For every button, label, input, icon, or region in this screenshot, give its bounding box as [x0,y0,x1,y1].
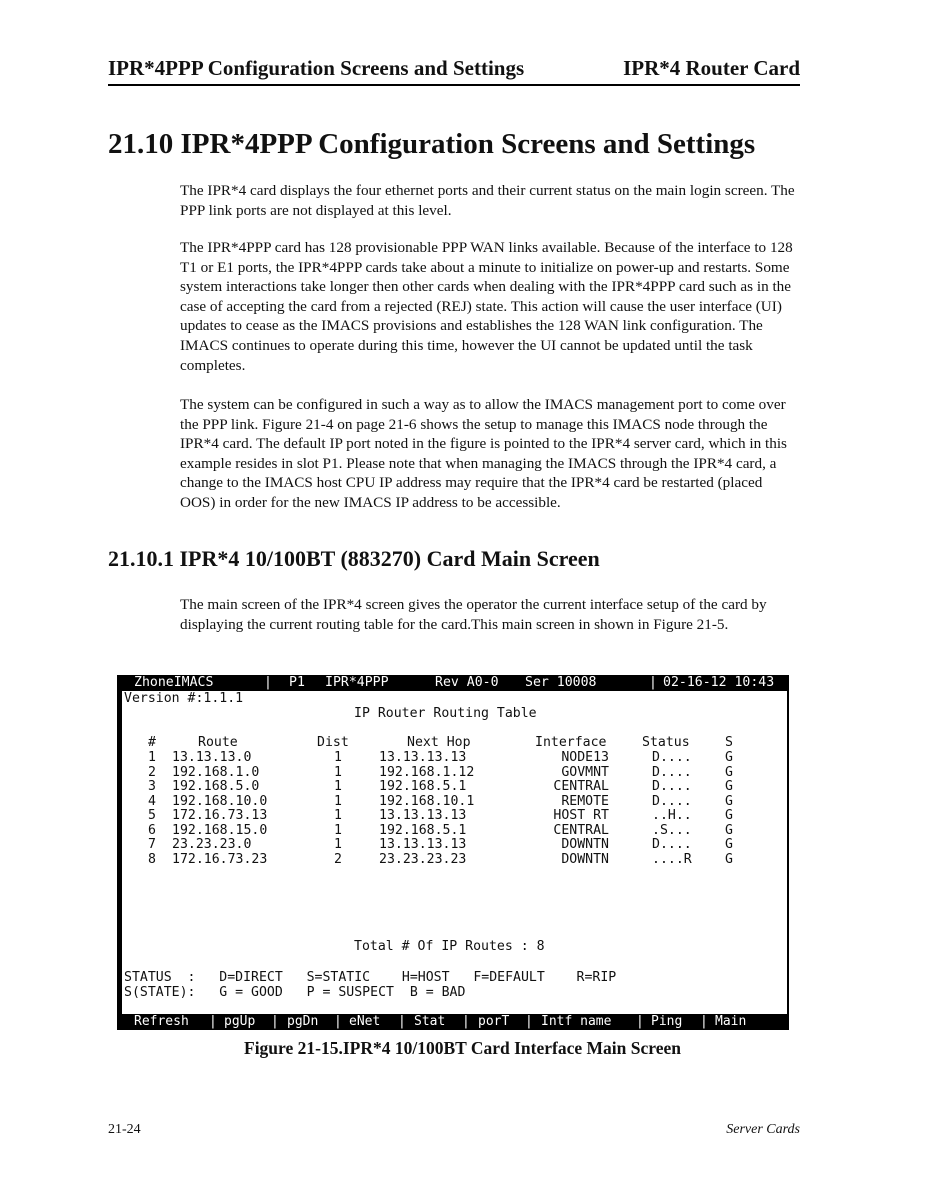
table-title: IP Router Routing Table [354,706,537,721]
route-status: D.... [652,779,692,794]
route-state: G [725,852,733,867]
paragraph-3: The system can be configured in such a way as to allow the IMACS management port to come over the PPP link. Figure 21-4 on page 21-6 shows the setup to manage this IMACS node through the IPR*4 card. The default IP port noted in the figure is pointed to the IPR*4 server card, which in this example resides in slot P1. Please note that when managing the IMACS through the IPR*4 card, a change to the IMACS host CPU IP address may require that the IPR*4 card be restarted (placed OOS) in order for the new IMACS IP address to be accessible. [180,396,787,511]
table-row [122,823,787,838]
route-interface: NODE13 [561,750,609,765]
route-state: G [725,765,733,780]
interface-name-command[interactable]: Intf name [541,1014,612,1029]
route-status: D.... [652,794,692,809]
page-down-command[interactable]: pgDn [287,1014,319,1029]
refresh-command[interactable]: Refresh [134,1014,189,1029]
titlebar-sep: | [264,675,272,690]
route-interface: HOST RT [553,808,609,823]
route-state: G [725,794,733,809]
route-dist: 1 [334,837,342,852]
route-state: G [725,837,733,852]
terminal-titlebar [122,675,787,691]
col-state: S [725,735,733,750]
route-dest: 192.168.5.0 [172,779,260,794]
table-row [122,779,787,794]
page-up-command[interactable]: pgUp [224,1014,256,1029]
total-routes: Total # Of IP Routes : 8 [354,939,545,954]
menu-separator: | [398,1014,406,1029]
route-dist: 1 [334,765,342,780]
subsection-title: 21.10.1 IPR*4 10/100BT (883270) Card Main Screen [108,546,600,571]
version-label: Version #:1.1.1 [124,691,244,706]
route-interface: REMOTE [561,794,609,809]
route-next-hop: 192.168.1.12 [379,765,475,780]
col-interface: Interface [535,735,607,750]
main-command[interactable]: Main [715,1014,747,1029]
route-num: 1 [148,750,156,765]
table-row [122,794,787,809]
route-interface: GOVMNT [561,765,609,780]
route-interface: DOWNTN [561,852,609,867]
route-next-hop: 192.168.10.1 [379,794,475,809]
route-state: G [725,823,733,838]
route-dest: 23.23.23.0 [172,837,252,852]
enet-command[interactable]: eNet [349,1014,381,1029]
ping-command[interactable]: Ping [651,1014,683,1029]
terminal-menubar [122,1014,787,1029]
route-interface: CENTRAL [553,779,609,794]
route-dist: 1 [334,750,342,765]
header-divider [108,84,800,86]
stat-command[interactable]: Stat [414,1014,446,1029]
route-dist: 2 [334,852,342,867]
paragraph-1: The IPR*4 card displays the four ethernet ports and their current status on the main login screen. The PPP link ports are not displayed at this level. [180,182,795,219]
paragraph-2: The IPR*4PPP card has 128 provisionable PPP WAN links available. Because of the interface to 128 T1 or E1 ports, the IPR*4PPP cards take about a minute to initialize on power-up and restarts. Some system interactions take longer then other cards when dealing with the IPR*4PPP card such as in the case of accepting the card from a rejected (REJ) state. This action will cause the user interface (UI) updates to cease as the IMACS provisions and establishes the 128 WAN link configuration. The IMACS continues to operate during this time, however the UI cannot be updated until the task completes. [180,239,793,374]
port-command[interactable]: porT [478,1014,510,1029]
section-title: 21.10 IPR*4PPP Configuration Screens and Settings [108,128,756,160]
menu-separator: | [209,1014,217,1029]
route-dest: 192.168.15.0 [172,823,268,838]
col-next-hop: Next Hop [407,735,471,750]
datetime: 02-16-12 10:43 [663,675,775,690]
route-dest: 172.16.73.23 [172,852,268,867]
menu-separator: | [636,1014,644,1029]
route-dist: 1 [334,794,342,809]
route-num: 8 [148,852,156,867]
status-legend: STATUS : D=DIRECT S=STATIC H=HOST F=DEFAULT R=RIP [124,970,617,985]
subsection-paragraph: The main screen of the IPR*4 screen gives the operator the current interface setup of the card by displaying the current routing table for the card.This main screen in shown in Figure 21-5. [180,596,767,633]
col-route: Route [198,735,238,750]
route-dest: 192.168.1.0 [172,765,260,780]
route-next-hop: 13.13.13.13 [379,837,467,852]
route-num: 7 [148,837,156,852]
route-num: 3 [148,779,156,794]
menu-separator: | [334,1014,342,1029]
route-dest: 13.13.13.0 [172,750,252,765]
table-header [122,735,787,750]
route-dist: 1 [334,779,342,794]
table-row [122,765,787,780]
route-num: 4 [148,794,156,809]
route-next-hop: 13.13.13.13 [379,750,467,765]
route-state: G [725,750,733,765]
running-header-right: IPR*4 Router Card [623,56,800,80]
menu-separator: | [271,1014,279,1029]
menu-separator: | [525,1014,533,1029]
route-dist: 1 [334,823,342,838]
route-status: ..H.. [652,808,692,823]
route-dest: 172.16.73.13 [172,808,268,823]
table-row [122,808,787,823]
table-row [122,750,787,765]
route-state: G [725,808,733,823]
state-legend: S(STATE): G = GOOD P = SUSPECT B = BAD [124,985,466,1000]
route-num: 6 [148,823,156,838]
route-next-hop: 23.23.23.23 [379,852,467,867]
menu-separator: | [462,1014,470,1029]
route-state: G [725,779,733,794]
route-next-hop: 192.168.5.1 [379,823,467,838]
table-row [122,837,787,852]
route-status: ....R [652,852,692,867]
revision: Rev A0-0 [435,675,499,690]
route-status: D.... [652,765,692,780]
col-num: # [148,735,156,750]
card-type: IPR*4PPP [325,675,389,690]
system-name: ZhoneIMACS [134,675,214,690]
route-next-hop: 192.168.5.1 [379,779,467,794]
route-interface: DOWNTN [561,837,609,852]
running-header-left: IPR*4PPP Configuration Screens and Settings [108,56,525,80]
route-status: D.... [652,837,692,852]
running-header [108,56,800,81]
serial-number: Ser 10008 [525,675,597,690]
route-num: 2 [148,765,156,780]
route-next-hop: 13.13.13.13 [379,808,467,823]
col-status: Status [642,735,690,750]
figure-caption: Figure 21-15.IPR*4 10/100BT Card Interface Main Screen [244,1038,681,1058]
slot-label: P1 [289,675,305,690]
terminal-screen [117,675,789,1030]
titlebar-sep: | [649,675,657,690]
route-dist: 1 [334,808,342,823]
col-dist: Dist [317,735,349,750]
route-status: .S... [652,823,692,838]
page-number: 21-24 [108,1122,141,1137]
route-status: D.... [652,750,692,765]
table-row [122,852,787,867]
route-interface: CENTRAL [553,823,609,838]
menu-separator: | [700,1014,708,1029]
chapter-name: Server Cards [726,1122,800,1137]
route-num: 5 [148,808,156,823]
route-dest: 192.168.10.0 [172,794,268,809]
